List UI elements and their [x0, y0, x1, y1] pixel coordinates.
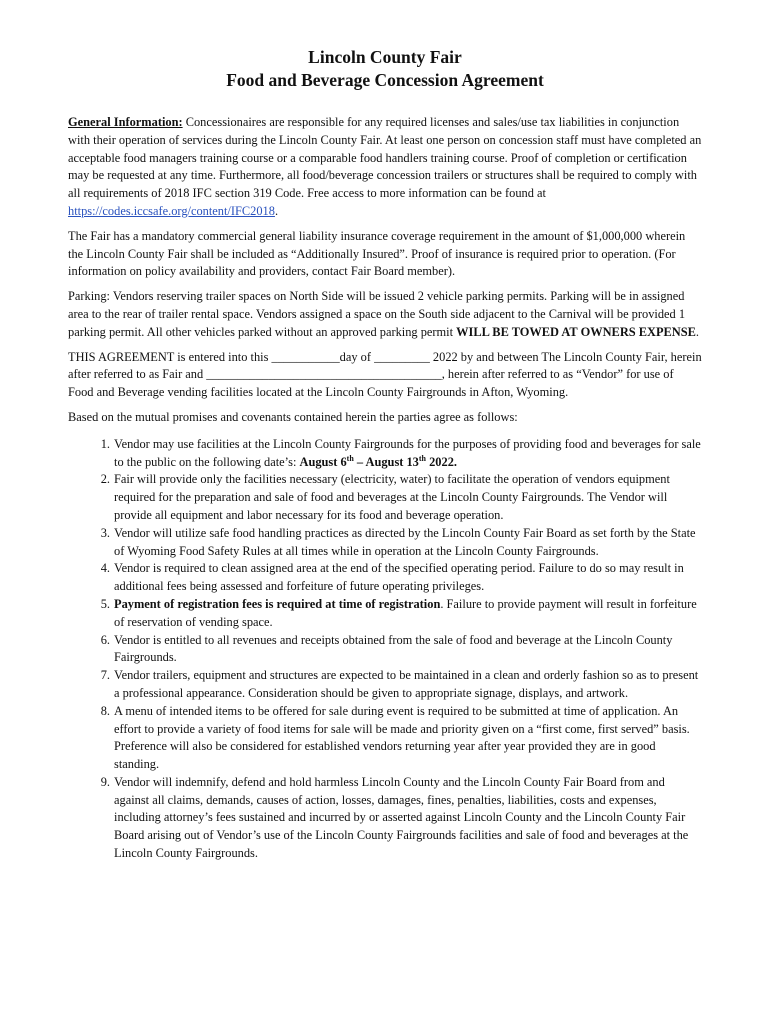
item-text: Vendor is required to clean assigned area at the end of the specified operating period. Failure to do so may result in additional fees being assessed and forfeiture of future operating privileges.	[114, 561, 684, 594]
item-text: Vendor may use facilities at the Lincoln County Fairgrounds for the purposes of providing food and beverages for sale to the public on the following date’s:	[114, 436, 701, 469]
parking-text: Parking: Vendors reserving trailer spaces on North Side will be issued 2 vehicle parking permits. Parking will be in assigned area to the rear of trailer rental space. Vendors assigned a space on the South side adjacent to the Carnival will be provided 1 parking permit. All other vehicles parked without an approved parking permit	[68, 289, 686, 339]
item-text: Vendor will indemnify, defend and hold harmless Lincoln County and the Lincoln County Fair Board from and against all claims, demands, causes of action, losses, damages, fines, penalties, liabilities, costs and expenses, including attorney’s fees sustained and incurred by or asserted against Lincoln County and the Lincoln County Fair Board arising out of Vendor’s use of the Lincoln County Fairgrounds facilities and sale of food and beverages at the Lincoln County Fairgrounds.	[114, 774, 689, 861]
item-text: A menu of intended items to be offered for sale during event is required to be submitted at time of application. An effort to provide a variety of food items for sale will be made and priority given on a “first come, first served” basis. Preference will also be considered for established vendors returning year after year provided they are in good standing.	[114, 703, 690, 772]
period: .	[274, 203, 279, 218]
item-text: . Failure to provide payment will result in forfeiture of reservation of vending space.	[114, 596, 697, 629]
list-item	[68, 525, 702, 561]
item-number: 8.	[100, 703, 110, 718]
item-text: Fair will provide only the facilities necessary (electricity, water) to facilitate the operation of vendors equipment required for the preparation and sale of food and beverages at the Lincoln County Fairgrounds. The Vendor will provide all equipment and labor necessary for its food and beverage operation.	[114, 472, 670, 522]
list-item	[68, 774, 702, 863]
document-page	[68, 46, 702, 863]
event-dates: August 6th – August 13th 2022.	[299, 453, 457, 469]
item-text: Vendor trailers, equipment and structures are expected to be maintained in a clean and orderly fashion so as to present a professional appearance. Consideration should be given to appropriate signage, displays, and artwork.	[114, 668, 699, 700]
period: .	[695, 324, 700, 339]
towed-warning: WILL BE TOWED AT OWNERS EXPENSE	[456, 324, 696, 339]
list-item	[68, 560, 702, 596]
list-item	[68, 436, 702, 472]
list-item	[68, 667, 702, 703]
general-information-paragraph	[68, 114, 702, 221]
item-number: 9.	[100, 774, 110, 789]
title-line-2: Food and Beverage Concession Agreement	[226, 70, 544, 90]
item-number: 3.	[100, 525, 110, 540]
list-item	[68, 596, 702, 632]
list-item	[68, 471, 702, 524]
title-line-1: Lincoln County Fair	[308, 47, 462, 67]
agreement-paragraph: THIS AGREEMENT is entered into this ___________day of _________ 2022 by and between The Lincoln County Fair, herein after referred to as Fair and ______________________________________, herein after referred to as “Vendor” for use of Food and Beverage vending facilities located at the Lincoln County Fairgrounds in Afton, Wyoming.	[68, 349, 702, 400]
general-information-text: Concessionaires are responsible for any required licenses and sales/use tax liabilities in conjunction with their operation of services during the Lincoln County Fair. At least one person on concession staff must have completed an acceptable food managers training course or a comparable food handlers training course. Proof of completion or certification may be requested at any time. Furthermore, all food/beverage concession trailers or structures shall be required to comply with all requirements of 2018 IFC section 319 Code. Free access to more information can be found at	[68, 115, 702, 201]
item-text: Vendor is entitled to all revenues and receipts obtained from the sale of food and beverage at the Lincoln County Fairgrounds.	[114, 632, 673, 665]
parking-paragraph	[68, 288, 702, 341]
list-item	[68, 632, 702, 668]
item-number: 2.	[100, 472, 110, 487]
mutual-promises-paragraph: Based on the mutual promises and covenants contained herein the parties agree as follows:	[68, 409, 518, 424]
ifc-code-link[interactable]: https://codes.iccsafe.org/content/IFC2018	[68, 203, 275, 218]
item-number: 5.	[100, 596, 110, 611]
list-item	[68, 703, 702, 774]
payment-requirement: Payment of registration fees is required at time of registration	[114, 596, 441, 611]
item-number: 6.	[100, 632, 110, 647]
item-number: 1.	[100, 436, 110, 451]
item-text: Vendor will utilize safe food handling practices as directed by the Lincoln County Fair Board as set forth by the State of Wyoming Food Safety Rules at all times while in operation at the Lincoln County Fairgrounds.	[114, 525, 696, 558]
terms-list	[68, 436, 702, 863]
item-number: 7.	[100, 668, 110, 683]
insurance-paragraph: The Fair has a mandatory commercial general liability insurance coverage requirement in the amount of $1,000,000 wherein the Lincoln County Fair shall be included as “Additionally Insured”. Proof of insurance is required prior to operation. (For information on policy availability and providers, contact Fair Board member).	[68, 228, 686, 279]
item-number: 4.	[100, 561, 110, 576]
general-information-heading: General Information:	[68, 115, 183, 129]
